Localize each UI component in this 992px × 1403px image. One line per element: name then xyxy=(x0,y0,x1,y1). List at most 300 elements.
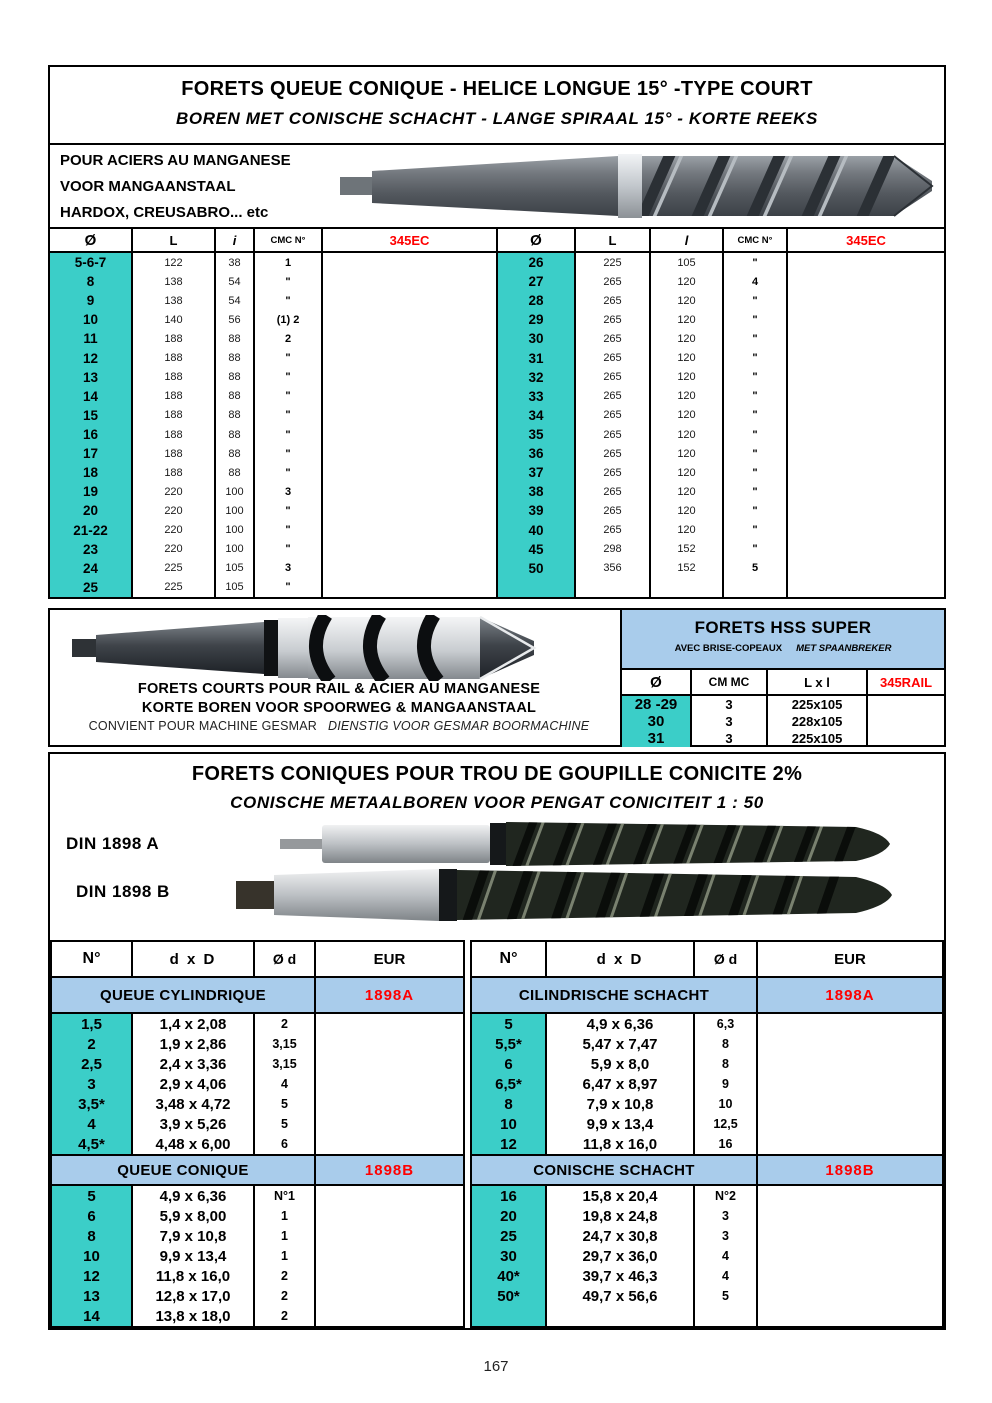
cell-cm-mc: 3 xyxy=(692,730,768,747)
table-row xyxy=(50,368,496,387)
cell-length-L: 265 xyxy=(576,329,651,348)
header-diameter: Ø xyxy=(498,229,576,251)
cell-price xyxy=(316,1034,463,1054)
cell-number: 5 xyxy=(472,1014,547,1034)
cell-cmc: " xyxy=(724,387,788,406)
cell-price xyxy=(323,578,496,597)
header-number: N° xyxy=(472,942,547,976)
cell-shank-diameter: N°2 xyxy=(695,1186,758,1206)
cell-diameter: 11 xyxy=(50,329,133,348)
caption-fr: FORETS COURTS POUR RAIL & ACIER AU MANGANESE xyxy=(137,681,541,697)
cell-length-L: 188 xyxy=(133,368,216,387)
cell-diameter: 34 xyxy=(498,406,576,425)
cell-price xyxy=(788,425,944,444)
cell-diameter: 31 xyxy=(498,349,576,368)
cell-diameter: 30 xyxy=(498,329,576,348)
table-row xyxy=(50,329,496,348)
table-row xyxy=(50,272,496,291)
cell-diameter: 21-22 xyxy=(50,521,133,540)
cell-price xyxy=(323,329,496,348)
cell-dxd: 1,4 x 2,08 xyxy=(133,1014,255,1034)
cell-cmc: " xyxy=(724,349,788,368)
header-diameter: Ø xyxy=(622,670,692,694)
table-row xyxy=(472,1054,942,1074)
cell-length-L: 140 xyxy=(133,310,216,329)
cell-price xyxy=(758,1246,942,1266)
cell-diameter: 38 xyxy=(498,482,576,501)
cell-flute-i: 88 xyxy=(216,387,255,406)
cell-flute-i: 88 xyxy=(216,368,255,387)
table-body xyxy=(472,1014,942,1154)
table-row xyxy=(52,1226,463,1246)
table-row xyxy=(50,540,496,559)
drill-photo-din1898b xyxy=(234,866,898,924)
section-title-block xyxy=(50,67,944,145)
cell-diameter: 36 xyxy=(498,444,576,463)
cell-price xyxy=(758,1226,942,1246)
cell-number: 6 xyxy=(52,1206,133,1226)
material-line: HARDOX, CREUSABRO... etc xyxy=(60,204,269,221)
cell-number: 3 xyxy=(52,1074,133,1094)
cell-shank-diameter: 2 xyxy=(255,1014,316,1034)
table-body xyxy=(52,1186,463,1326)
cell-length-L: 225 xyxy=(133,559,216,578)
material-lines xyxy=(60,148,291,226)
cell-diameter: 33 xyxy=(498,387,576,406)
cell-diameter: 29 xyxy=(498,310,576,329)
cell-number: 30 xyxy=(472,1246,547,1266)
cell-number xyxy=(472,1306,547,1326)
cell-number: 6 xyxy=(472,1054,547,1074)
cell-number: 10 xyxy=(472,1114,547,1134)
cell-shank-diameter: 6,3 xyxy=(695,1014,758,1034)
din-1898a-label: DIN 1898 A xyxy=(66,834,160,853)
cell-diameter: 17 xyxy=(50,444,133,463)
cell-dxd: 7,9 x 10,8 xyxy=(133,1226,255,1246)
cell-diameter: 30 xyxy=(622,713,692,730)
cell-cm-mc: 3 xyxy=(692,696,768,713)
cell-price xyxy=(323,501,496,520)
cell-shank-diameter: 3,15 xyxy=(255,1054,316,1074)
cell-cmc: " xyxy=(255,521,323,540)
cell-dxd: 5,9 x 8,00 xyxy=(133,1206,255,1226)
header-number: N° xyxy=(52,942,133,976)
cell-length-L: 265 xyxy=(576,349,651,368)
cell-price xyxy=(316,1186,463,1206)
header-flute-i: i xyxy=(216,229,255,251)
cell-dxd: 15,8 x 20,4 xyxy=(547,1186,695,1206)
cell-cmc: " xyxy=(255,501,323,520)
cell-flute-l: 120 xyxy=(651,463,724,482)
cell-dxd: 12,8 x 17,0 xyxy=(133,1286,255,1306)
cell-diameter: 45 xyxy=(498,540,576,559)
cell-flute-i: 38 xyxy=(216,253,255,272)
table-header-row xyxy=(472,942,942,978)
cell-length-L: 188 xyxy=(133,387,216,406)
cell-number: 6,5* xyxy=(472,1074,547,1094)
table-row xyxy=(50,501,496,520)
cell-price xyxy=(323,387,496,406)
cell-price xyxy=(323,310,496,329)
header-eur: EUR xyxy=(373,950,406,968)
hss-title: FORETS HSS SUPER xyxy=(694,618,872,637)
cell-price xyxy=(788,329,944,348)
cell-dxd: 4,48 x 6,00 xyxy=(133,1134,255,1154)
cell-dxd: 2,9 x 4,06 xyxy=(133,1074,255,1094)
cell-diameter: 25 xyxy=(50,578,133,597)
table-row xyxy=(472,1266,942,1286)
cell-dxd: 5,9 x 8,0 xyxy=(547,1054,695,1074)
cell-flute-i: 100 xyxy=(216,501,255,520)
table-row xyxy=(498,329,944,348)
table-row xyxy=(472,1286,942,1306)
table-row xyxy=(498,272,944,291)
cell-cmc: " xyxy=(724,444,788,463)
cell-length-L: 265 xyxy=(576,406,651,425)
section-band-taper xyxy=(52,1154,463,1186)
cell-cmc: 5 xyxy=(724,559,788,578)
table-row xyxy=(50,444,496,463)
cell-length-L: 265 xyxy=(576,463,651,482)
cell-flute-i: 54 xyxy=(216,291,255,310)
table-row xyxy=(52,1114,463,1134)
cell-shank-diameter: 12,5 xyxy=(695,1114,758,1134)
cell-price xyxy=(323,463,496,482)
band-label: QUEUE CYLINDRIQUE xyxy=(52,978,316,1012)
cell-price xyxy=(323,425,496,444)
drill-photo-taper-shank xyxy=(332,146,944,226)
cell-flute-l: 105 xyxy=(651,253,724,272)
section-band-taper xyxy=(472,1154,942,1186)
cell-lxl: 225x105 xyxy=(768,696,868,713)
din-1898b-label: DIN 1898 B xyxy=(76,882,170,901)
cell-shank-diameter: N°1 xyxy=(255,1186,316,1206)
table-row xyxy=(498,444,944,463)
header-code-345ec: 345EC xyxy=(389,232,430,248)
table-row xyxy=(498,578,944,597)
cell-price xyxy=(758,1306,942,1326)
cell-length-L: 265 xyxy=(576,310,651,329)
cell-number: 4 xyxy=(52,1114,133,1134)
cell-price xyxy=(323,272,496,291)
table-row xyxy=(472,1094,942,1114)
cell-dxd: 4,9 x 6,36 xyxy=(547,1014,695,1034)
cell-number: 50* xyxy=(472,1286,547,1306)
cell-price xyxy=(316,1246,463,1266)
cell-length-L: 138 xyxy=(133,272,216,291)
section-rail-drills xyxy=(48,608,946,747)
cell-length-L: 220 xyxy=(133,501,216,520)
table-row xyxy=(498,521,944,540)
cell-dxd: 9,9 x 13,4 xyxy=(547,1114,695,1134)
cell-diameter: 20 xyxy=(50,501,133,520)
cell-number: 40* xyxy=(472,1266,547,1286)
cell-cmc: " xyxy=(255,540,323,559)
cell-cmc: " xyxy=(255,272,323,291)
cell-dxd: 7,9 x 10,8 xyxy=(547,1094,695,1114)
cell-price xyxy=(323,291,496,310)
table-row xyxy=(472,1134,942,1154)
cell-shank-diameter: 5 xyxy=(695,1286,758,1306)
cell-length-L: 188 xyxy=(133,406,216,425)
header-dxd: d x D xyxy=(547,942,695,976)
cell-price xyxy=(788,368,944,387)
cell-dxd: 49,7 x 56,6 xyxy=(547,1286,695,1306)
cell-shank-diameter: 16 xyxy=(695,1134,758,1154)
cell-diameter: 18 xyxy=(50,463,133,482)
cell-flute-l: 120 xyxy=(651,368,724,387)
cell-diameter: 14 xyxy=(50,387,133,406)
cell-price xyxy=(758,1054,942,1074)
dimension-table-right xyxy=(496,229,944,597)
dimension-table-left xyxy=(50,229,496,597)
table-row xyxy=(50,349,496,368)
cell-flute-l: 120 xyxy=(651,387,724,406)
table-row xyxy=(622,696,944,713)
cell-flute-i: 88 xyxy=(216,329,255,348)
header-shank-diameter: Ø d xyxy=(255,942,316,976)
cell-price xyxy=(788,540,944,559)
cell-lxl: 228x105 xyxy=(768,713,868,730)
cell-diameter: 16 xyxy=(50,425,133,444)
note-fr: CONVIENT POUR MACHINE GESMAR xyxy=(88,719,317,733)
cell-number: 12 xyxy=(52,1266,133,1286)
cell-number: 8 xyxy=(472,1094,547,1114)
cell-dxd: 9,9 x 13,4 xyxy=(133,1246,255,1266)
cell-dxd: 13,8 x 18,0 xyxy=(133,1306,255,1326)
band-code: 1898A xyxy=(825,986,875,1004)
cell-cmc: " xyxy=(255,463,323,482)
cell-flute-l xyxy=(651,578,724,597)
cell-price xyxy=(788,291,944,310)
table-row xyxy=(498,463,944,482)
cell-price xyxy=(758,1134,942,1154)
cell-diameter: 39 xyxy=(498,501,576,520)
cell-cmc: " xyxy=(724,253,788,272)
cell-diameter: 9 xyxy=(50,291,133,310)
table-body xyxy=(472,1186,942,1326)
cell-price xyxy=(316,1266,463,1286)
cell-price xyxy=(788,559,944,578)
cell-shank-diameter: 2 xyxy=(255,1306,316,1326)
cell-price xyxy=(758,1014,942,1034)
cell-price xyxy=(788,310,944,329)
cell-flute-i: 105 xyxy=(216,559,255,578)
cell-length-L: 188 xyxy=(133,349,216,368)
cell-length-L: 188 xyxy=(133,425,216,444)
cell-price xyxy=(316,1306,463,1326)
cell-price xyxy=(323,559,496,578)
header-cmc: CMC N° xyxy=(724,229,788,251)
cell-shank-diameter: 8 xyxy=(695,1054,758,1074)
material-info-block xyxy=(50,145,944,229)
page-number: 167 xyxy=(483,1358,509,1375)
cell-cmc: " xyxy=(255,578,323,597)
table-row xyxy=(498,387,944,406)
pin-drill-tables xyxy=(50,940,944,1328)
cell-price xyxy=(758,1074,942,1094)
cell-diameter: 13 xyxy=(50,368,133,387)
table-row xyxy=(498,310,944,329)
cell-flute-i: 88 xyxy=(216,463,255,482)
table-row xyxy=(52,1094,463,1114)
table-row xyxy=(50,253,496,272)
cell-price xyxy=(758,1034,942,1054)
cell-cmc: " xyxy=(255,425,323,444)
table-row xyxy=(498,482,944,501)
cell-cmc: " xyxy=(255,444,323,463)
cell-shank-diameter: 8 xyxy=(695,1034,758,1054)
cell-shank-diameter: 1 xyxy=(255,1206,316,1226)
table-row xyxy=(472,1074,942,1094)
cell-shank-diameter xyxy=(695,1306,758,1326)
table-row xyxy=(52,1014,463,1034)
cell-diameter: 24 xyxy=(50,559,133,578)
band-label: CILINDRISCHE SCHACHT xyxy=(472,978,758,1012)
table-row xyxy=(498,540,944,559)
table-row xyxy=(472,1186,942,1206)
cell-price xyxy=(788,387,944,406)
table-row xyxy=(52,1266,463,1286)
table-body xyxy=(498,253,944,597)
table-row xyxy=(50,387,496,406)
table-row xyxy=(50,482,496,501)
cell-shank-diameter: 2 xyxy=(255,1266,316,1286)
pin-drill-table-right xyxy=(470,940,944,1328)
cell-number: 13 xyxy=(52,1286,133,1306)
cell-cmc: " xyxy=(724,291,788,310)
cell-shank-diameter: 4 xyxy=(695,1266,758,1286)
cell-diameter: 23 xyxy=(50,540,133,559)
cell-flute-l: 120 xyxy=(651,501,724,520)
header-eur: EUR xyxy=(834,950,866,968)
cell-dxd: 39,7 x 46,3 xyxy=(547,1266,695,1286)
cell-number: 5,5* xyxy=(472,1034,547,1054)
table-row xyxy=(498,559,944,578)
table-row xyxy=(498,349,944,368)
cell-flute-l: 120 xyxy=(651,425,724,444)
rail-drill-captions xyxy=(56,680,622,735)
table-row xyxy=(50,463,496,482)
cell-diameter: 37 xyxy=(498,463,576,482)
header-cmc: CMC N° xyxy=(255,229,323,251)
cell-price xyxy=(323,521,496,540)
table-row xyxy=(52,1206,463,1226)
cell-shank-diameter: 3,15 xyxy=(255,1034,316,1054)
cell-number: 4,5* xyxy=(52,1134,133,1154)
header-lxl: L x l xyxy=(768,670,868,694)
cell-price xyxy=(788,463,944,482)
cell-cmc: " xyxy=(255,368,323,387)
cell-shank-diameter: 4 xyxy=(255,1074,316,1094)
cell-cmc: 2 xyxy=(255,329,323,348)
hss-table-header-band xyxy=(622,610,944,670)
section-title-nl: CONISCHE METAALBOREN VOOR PENGAT CONICITEIT 1 : 50 xyxy=(230,793,764,812)
drill-photo-rail-drill xyxy=(68,615,616,681)
cell-length-L: 265 xyxy=(576,368,651,387)
table-row xyxy=(52,1054,463,1074)
table-row xyxy=(52,1186,463,1206)
cell-dxd: 6,47 x 8,97 xyxy=(547,1074,695,1094)
cell-price xyxy=(316,1226,463,1246)
cell-length-L: 265 xyxy=(576,501,651,520)
table-row xyxy=(622,713,944,730)
cell-dxd: 3,48 x 4,72 xyxy=(133,1094,255,1114)
hss-subtitle xyxy=(622,643,944,654)
cell-flute-l: 152 xyxy=(651,540,724,559)
band-label: CONISCHE SCHACHT xyxy=(472,1156,758,1184)
cell-price xyxy=(758,1286,942,1306)
material-line: POUR ACIERS AU MANGANESE xyxy=(60,152,291,169)
table-row xyxy=(50,291,496,310)
header-length-L: L xyxy=(576,229,651,251)
cell-number: 1,5 xyxy=(52,1014,133,1034)
table-row xyxy=(50,425,496,444)
cell-dxd: 24,7 x 30,8 xyxy=(547,1226,695,1246)
cell-shank-diameter: 1 xyxy=(255,1226,316,1246)
table-row xyxy=(50,578,496,597)
cell-cmc xyxy=(724,578,788,597)
cell-dxd: 5,47 x 7,47 xyxy=(547,1034,695,1054)
cell-price xyxy=(788,501,944,520)
cell-number: 8 xyxy=(52,1226,133,1246)
band-code: 1898A xyxy=(364,986,415,1004)
cell-diameter: 32 xyxy=(498,368,576,387)
band-code: 1898B xyxy=(825,1161,875,1179)
cell-shank-diameter: 2 xyxy=(255,1286,316,1306)
band-label: QUEUE CONIQUE xyxy=(52,1156,316,1184)
cell-cm-mc: 3 xyxy=(692,713,768,730)
cell-length-L: 265 xyxy=(576,521,651,540)
cell-lxl: 225x105 xyxy=(768,730,868,747)
cell-cmc: " xyxy=(724,540,788,559)
cell-flute-l: 120 xyxy=(651,329,724,348)
cell-diameter: 15 xyxy=(50,406,133,425)
cell-flute-l: 120 xyxy=(651,444,724,463)
cell-number: 3,5* xyxy=(52,1094,133,1114)
cell-cmc: " xyxy=(255,387,323,406)
cell-cmc: 1 xyxy=(255,253,323,272)
cell-length-L: 122 xyxy=(133,253,216,272)
header-code-345ec: 345EC xyxy=(846,232,886,248)
section-title-fr: FORETS CONIQUES POUR TROU DE GOUPILLE CONICITE 2% xyxy=(191,763,803,785)
table-row xyxy=(50,406,496,425)
cell-flute-l: 120 xyxy=(651,272,724,291)
cell-dxd: 1,9 x 2,86 xyxy=(133,1034,255,1054)
table-row xyxy=(498,501,944,520)
cell-number: 16 xyxy=(472,1186,547,1206)
cell-flute-i: 88 xyxy=(216,425,255,444)
cell-flute-l: 120 xyxy=(651,482,724,501)
table-row xyxy=(472,1206,942,1226)
cell-length-L: 265 xyxy=(576,444,651,463)
table-row xyxy=(498,406,944,425)
cell-length-L: 188 xyxy=(133,329,216,348)
table-row xyxy=(472,1306,942,1326)
cell-length-L: 298 xyxy=(576,540,651,559)
cell-cmc: " xyxy=(724,406,788,425)
cell-diameter: 31 xyxy=(622,730,692,747)
cell-price xyxy=(788,444,944,463)
cell-price xyxy=(323,406,496,425)
table-row xyxy=(498,425,944,444)
header-flute-l: l xyxy=(651,229,724,251)
table-row xyxy=(498,291,944,310)
hss-subtitle-fr: AVEC BRISE-COPEAUX xyxy=(674,643,783,654)
cell-shank-diameter: 3 xyxy=(695,1226,758,1246)
cell-cmc: " xyxy=(255,291,323,310)
cell-diameter xyxy=(498,578,576,597)
